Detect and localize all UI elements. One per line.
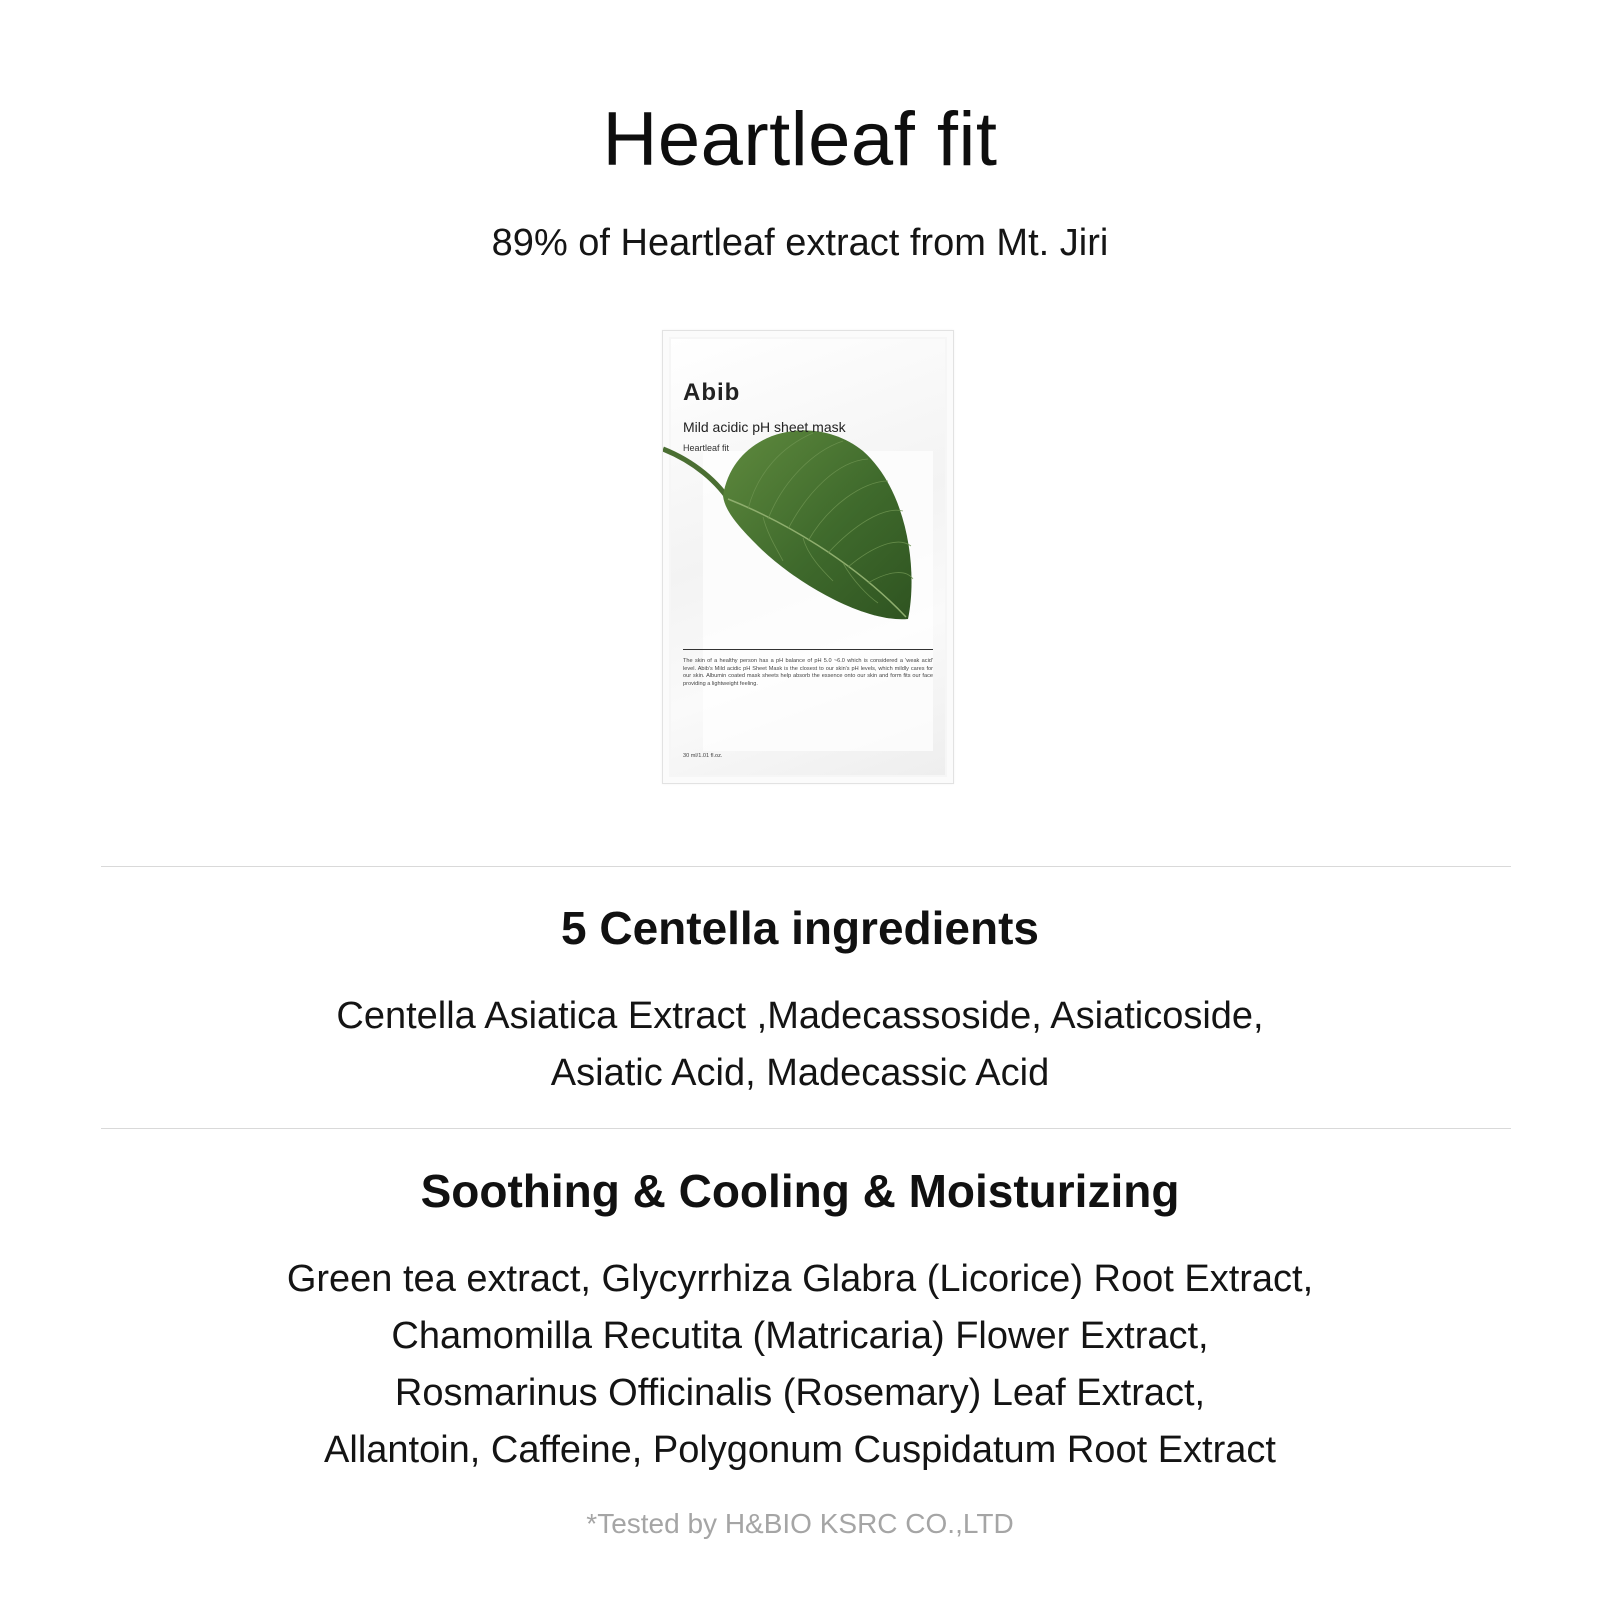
page-subtitle: 89% of Heartleaf extract from Mt. Jiri <box>491 222 1109 264</box>
ingredient-line: Asiatic Acid, Madecassic Acid <box>550 1052 1050 1094</box>
page-title: Heartleaf fit <box>602 97 998 182</box>
pouch-description: The skin of a healthy person has a pH balance of pH 5.0 ~6.0 which is considered a 'weak acid' level. Abib's Mild acidic pH Sheet Mask is the closest to our skin's pH levels, which mildly cares for our skin. Albumin coated mask sheets help absorb the essence onto our skin and form fits our face providing a lightweight feeling. <box>683 658 933 687</box>
footnote: *Tested by H&BIO KSRC CO.,LTD <box>586 1508 1014 1539</box>
ingredient-line: Allantoin, Caffeine, Polygonum Cuspidatum Root Extract <box>324 1429 1276 1471</box>
centella-ingredient-list <box>0 988 1600 1102</box>
centella-section-heading: 5 Centella ingredients <box>560 902 1039 954</box>
product-image-sheet-mask-pouch <box>662 330 954 784</box>
pouch-product-name: Mild acidic pH sheet mask <box>683 419 846 435</box>
ingredient-line: Green tea extract, Glycyrrhiza Glabra (Licorice) Root Extract, <box>286 1258 1314 1300</box>
soothing-ingredient-list <box>0 1251 1600 1479</box>
pouch-variant-label: Heartleaf fit <box>683 443 730 453</box>
ingredient-line: Chamomilla Recutita (Matricaria) Flower Extract, <box>391 1315 1209 1357</box>
ingredient-line: Rosmarinus Officinalis (Rosemary) Leaf Extract, <box>394 1372 1206 1414</box>
ingredient-line: Centella Asiatica Extract ,Madecassoside, Asiaticoside, <box>336 995 1264 1037</box>
pouch-volume-label: 30 ml/1.01 fl.oz. <box>683 753 723 759</box>
pouch-divider <box>683 649 933 650</box>
section-divider <box>101 1128 1511 1129</box>
pouch-brand-label: Abib <box>683 379 741 406</box>
section-divider <box>101 866 1511 867</box>
soothing-section-heading: Soothing & Cooling & Moisturizing <box>420 1165 1180 1217</box>
